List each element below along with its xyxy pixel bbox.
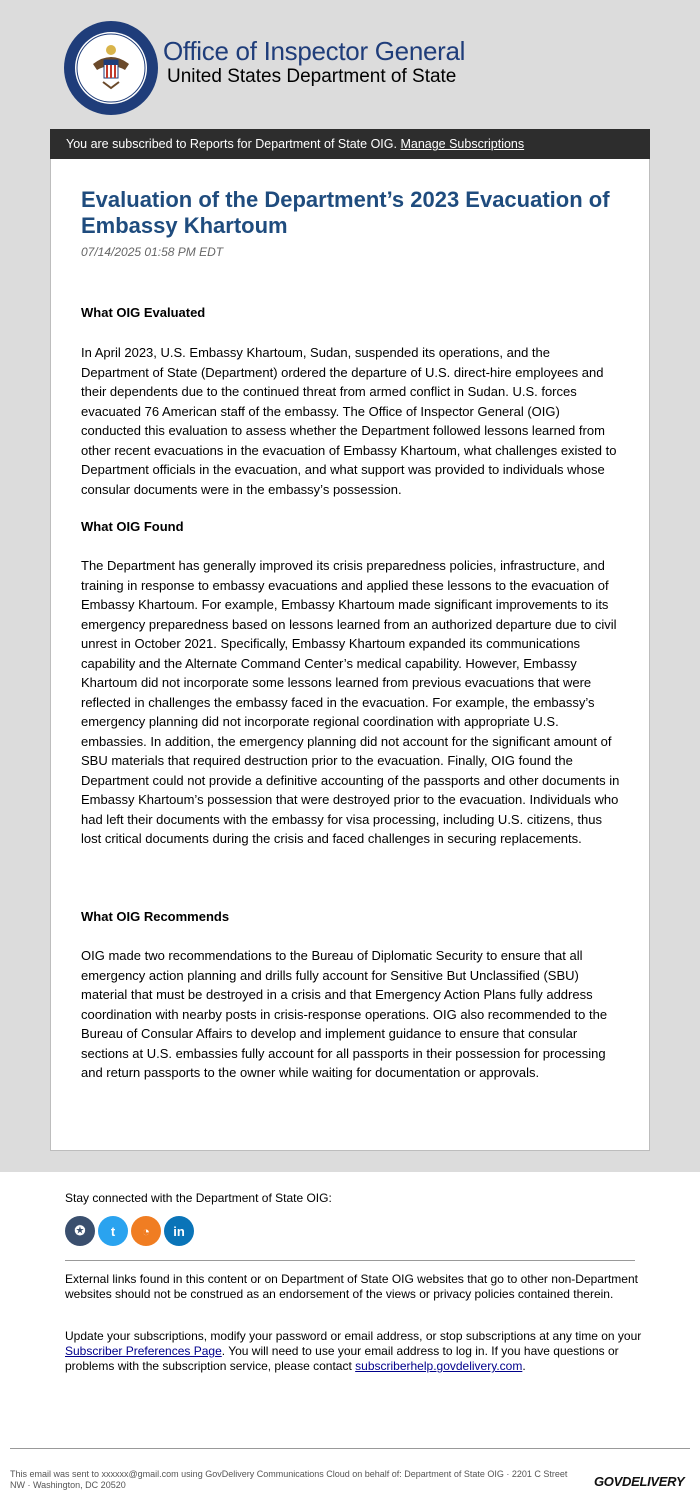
social-links [65,1216,194,1246]
rss-icon[interactable]: ◔ [131,1216,161,1246]
section-body: OIG made two recommendations to the Bureau of Diplomatic Security to ensure that all emergency action planning and drills fully account for Sensitive But Unclassified (SBU) material that must be destroyed in a crisis and that Emergency Action Plans fully address coordination with nearby posts in crisis-response operations. OIG also recommended to the Bureau of Consular Affairs to develop and implement guidance to ensure that consular sections at U.S. embassies fully account for all passports in their possession for processing and return passports to the owner while waiting for documentation or approvals. [81,948,608,1080]
state-seal-icon[interactable]: ✪ [65,1216,95,1246]
subscriber-help-link[interactable]: subscriberhelp.govdelivery.com [355,1359,523,1373]
twitter-icon[interactable]: t [98,1216,128,1246]
article-date: 07/14/2025 01:58 PM EDT [81,245,224,259]
footer-divider [65,1260,635,1261]
govdelivery-logo[interactable]: GOVDELIVERY [594,1474,685,1489]
section-heading: What OIG Recommends [81,909,230,924]
section-body: In April 2023, U.S. Embassy Khartoum, Sudan, suspended its operations, and the Department of State (Department) ordered the departure of U.S. direct-hire employees and their dependents due to the continued threat from armed conflict in Sudan. U.S. forces evacuated 76 American staff of the embassy. The Office of Inspector General (OIG) conducted this evaluation to assess whether the Department followed lessons learned from other recent evacuations in the evacuation of Embassy Khartoum, what challenges existed to Department officials in the evacuation, and what support was provided to individuals whose consular documents were in the embassy’s possession. [81,345,617,497]
update-middle: . You will need to use your email address to log in. If you have questions or problems with the subscription service, please contact [65,1344,619,1373]
manage-subscriptions-link[interactable]: Manage Subscriptions [400,137,525,151]
linkedin-icon[interactable]: in [164,1216,194,1246]
update-suffix: . [522,1359,526,1373]
oig-seal-icon [63,20,159,116]
section-body: The Department has generally improved its crisis preparedness policies, infrastructure, and training in response to embassy evacuations and applied these lessons to the evacuation of Embassy Khartoum. For example, Embassy Khartoum made significant improvements to its emergency preparedness based on lessons learned from an authorized departure due to civil unrest in October 2021. Specifically, Embassy Khartoum expanded its communications capability and the Alternate Command Center’s medical capability. However, Embassy Khartoum did not incorporate some lessons learned from previous evacuations that were reflected in challenges the embassy faced in the evacuation. For example, the embassy’s emergency planning did not incorporate regional coordination with appropriate U.S. embassies. In addition, the emergency planning did not account for the significant amount of SBU materials that required destruction prior to the evacuation. Finally, OIG found the Department could not provide a definitive accounting of the passports and other documents in Embassy Khartoum’s possession that were destroyed prior to the evacuation. Individuals who had left their documents with the embassy for visa processing, including U.S. citizens, thus lost critical documents during the crisis and faced challenges in securing replacements. [81,558,620,846]
section-heading: What OIG Evaluated [81,305,206,320]
subscription-text: You are subscribed to Reports for Department of State OIG. [66,137,397,151]
section-heading: What OIG Found [81,519,184,534]
article-title: Evaluation of the Department’s 2023 Evacuation of Embassy Khartoum [81,187,610,238]
bottom-divider [10,1448,690,1449]
update-prefix: Update your subscriptions, modify your password or email address, or stop subscriptions at any time on your [65,1329,642,1343]
update-subscriptions-text [65,1329,645,1374]
org-title: Office of Inspector General [163,36,466,66]
email-sent-note: This email was sent to xxxxxx@gmail.com using GovDelivery Communications Cloud on behalf of: Department of State OIG · 2201 C Street NW · Washington, DC 20520 [10,1469,568,1490]
disclaimer-text: External links found in this content or on Department of State OIG websites that go to other non-Department websites should not be construed as an endorsement of the views or privacy policies contained therein. [65,1272,638,1301]
subscription-bar [50,129,650,159]
org-subtitle: United States Department of State [167,66,457,87]
subscriber-preferences-link[interactable]: Subscriber Preferences Page [65,1344,222,1358]
stay-connected-text: Stay connected with the Department of State OIG: [65,1191,332,1205]
